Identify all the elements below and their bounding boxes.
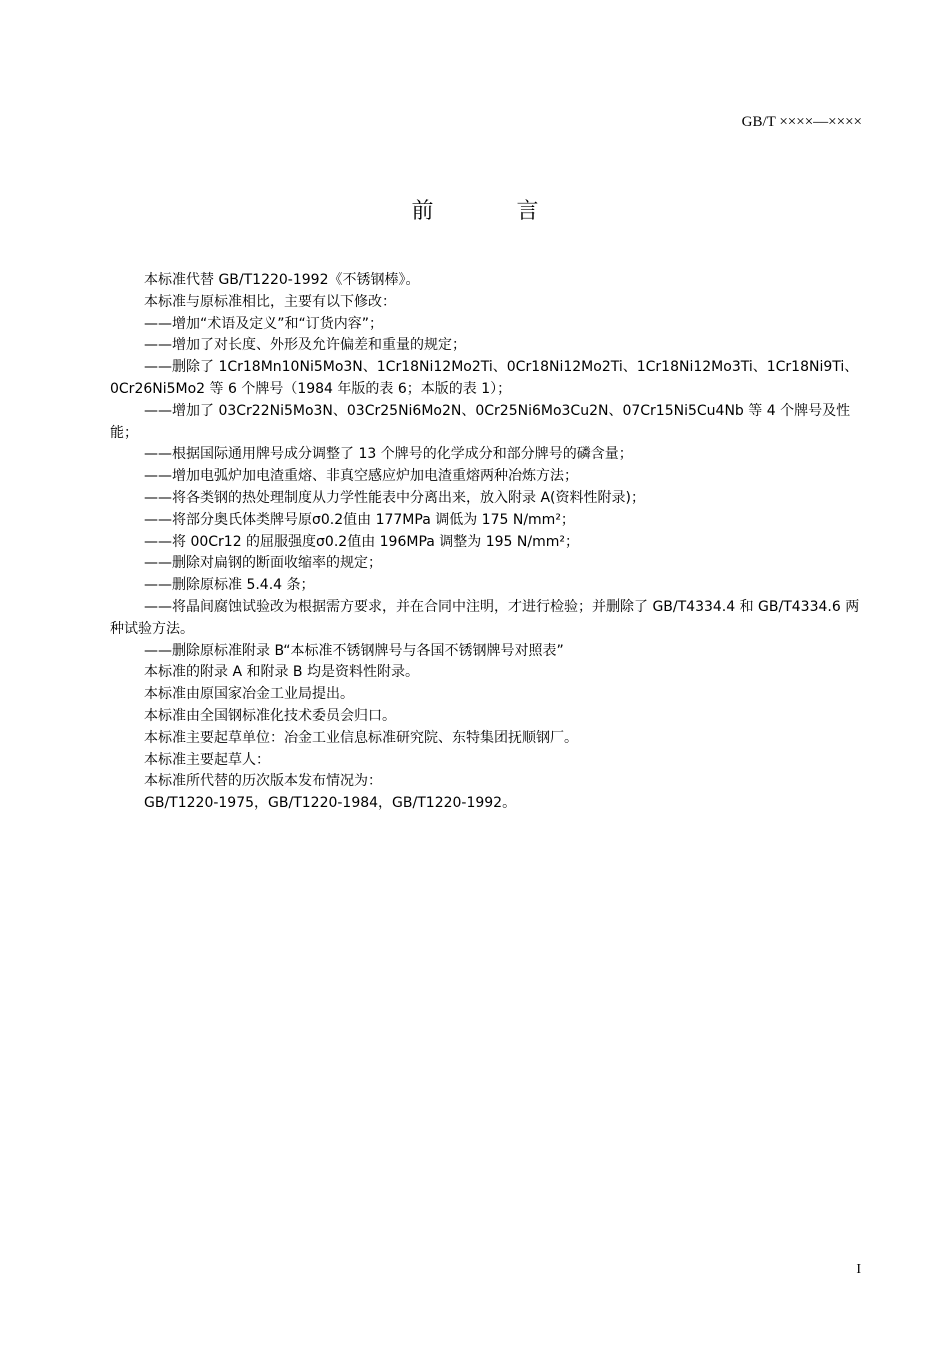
list-item: ——增加“术语及定义”和“订货内容”； <box>144 315 384 332</box>
list-item: ——根据国际通用牌号成分调整了 13 个牌号的化学成分和部分牌号的磷含量； <box>144 446 633 463</box>
paragraph: 本标准与原标准相比，主要有以下修改： <box>144 293 396 310</box>
list-item: ——删除了 1Cr18Mn10Ni5Mo3N、1Cr18Ni12Mo2Ti、0Cr18Ni12Mo2Ti、1Cr18Ni12Mo3Ti、1Cr18Ni9Ti、0Cr26Ni5Mo2 等 6 个牌号（1984 年版的表 6；本版的表 1）； <box>110 359 859 397</box>
paragraph: 本标准主要起草单位：冶金工业信息标准研究院、东特集团抚顺钢厂。 <box>144 729 578 746</box>
list-item: ——删除原标准附录 B“本标准不锈钢牌号与各国不锈钢牌号对照表” <box>144 642 564 659</box>
page-number: I <box>856 1262 861 1277</box>
paragraph: 本标准主要起草人： <box>144 751 270 768</box>
page-title: 前 言 <box>411 199 577 224</box>
paragraph: 本标准代替 GB/T1220-1992《不锈钢棒》。 <box>144 272 420 288</box>
list-item: ——增加了对长度、外形及允许偏差和重量的规定； <box>144 337 466 354</box>
list-item: ——增加了 03Cr22Ni5Mo3N、03Cr25Ni6Mo2N、0Cr25Ni6Mo3Cu2N、07Cr15Ni5Cu4Nb 等 4 个牌号及性能； <box>110 402 851 441</box>
paragraph: 本标准由全国钢标准化技术委员会归口。 <box>144 707 396 724</box>
preface-content <box>110 270 862 815</box>
list-item: ——删除原标准 5.4.4 条； <box>144 577 315 594</box>
list-item: ——将晶间腐蚀试验改为根据需方要求，并在合同中注明，才进行检验；并删除了 GB/T4334.4 和 GB/T4334.6 两种试验方法。 <box>110 598 860 637</box>
list-item: ——将各类钢的热处理制度从力学性能表中分离出来，放入附录 A(资料性附录)； <box>144 489 645 506</box>
list-item: ——将部分奥氏体类牌号原σ0.2值由 177MPa 调低为 175 N/mm²； <box>144 511 575 528</box>
paragraph: GB/T1220-1975，GB/T1220-1984，GB/T1220-1992。 <box>144 795 517 812</box>
paragraph: 本标准的附录 A 和附录 B 均是资料性附录。 <box>144 664 419 681</box>
list-item: ——将 00Cr12 的屈服强度σ0.2值由 196MPa 调整为 195 N/mm²； <box>144 533 579 550</box>
paragraph: 本标准所代替的历次版本发布情况为： <box>144 773 382 790</box>
header-standard-code: GB/T ××××—×××× <box>741 114 862 130</box>
paragraph: 本标准由原国家冶金工业局提出。 <box>144 686 354 703</box>
list-item: ——删除对扁钢的断面收缩率的规定； <box>144 555 382 572</box>
list-item: ——增加电弧炉加电渣重熔、非真空感应炉加电渣重熔两种冶炼方法； <box>144 468 578 485</box>
